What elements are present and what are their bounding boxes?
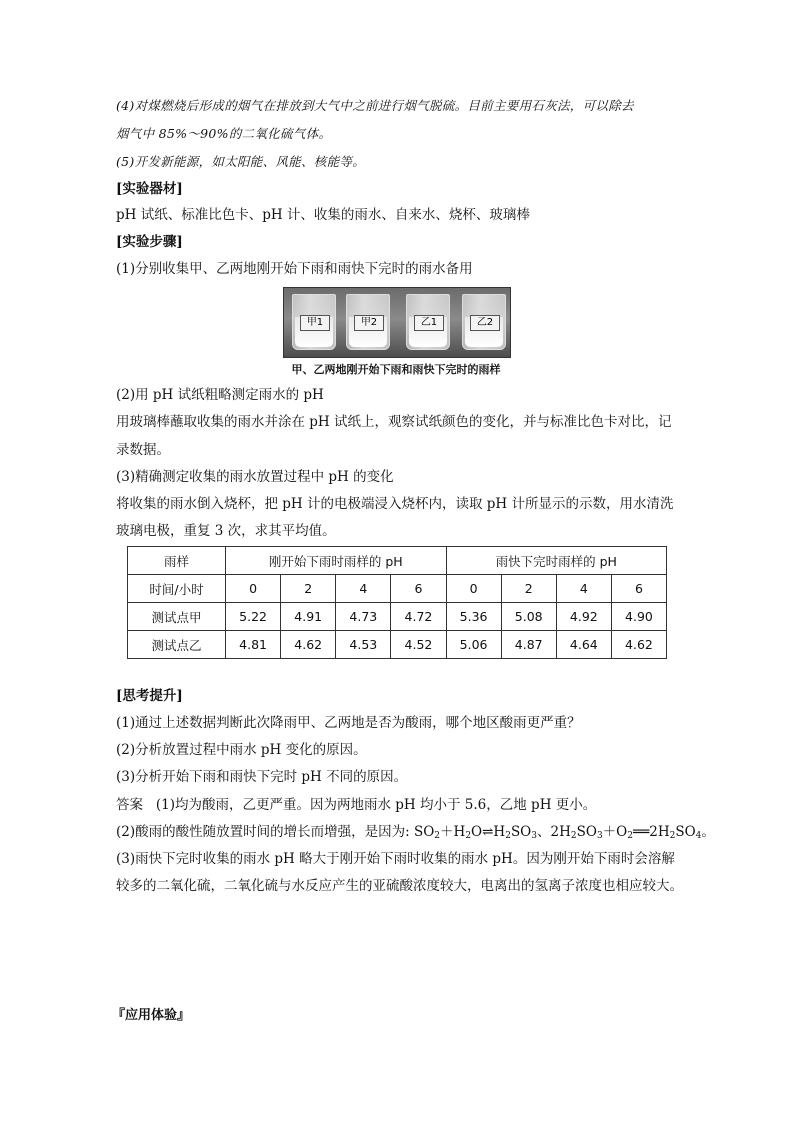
time-cell: 2 [501, 575, 556, 603]
ph-value: 5.06 [446, 631, 501, 659]
ph-value: 5.22 [226, 603, 281, 631]
step-2-text-1: 用玻璃棒蘸取收集的雨水并涂在 pH 试纸上，观察试纸颜色的变化，并与标准比色卡对比，记 [116, 414, 672, 430]
reaction-equation: $SO_2+H_2O\rightleftharpoons H_2SO_3$、$2H_2SO_3+O_2══2H_2SO_4$。 [413, 824, 715, 841]
step-3: (3)精确测定收集的雨水放置过程中 pH 的变化 [116, 469, 394, 485]
intro-line-2: 烟气中 85%～90%的二氧化硫气体。 [116, 126, 332, 141]
table-row [128, 603, 667, 631]
question-2: (2)分析放置过程中雨水 pH 变化的原因。 [116, 742, 367, 758]
steps-heading: [实验步骤] [116, 234, 183, 250]
answer-1: (1)均为酸雨，乙更严重。因为两地雨水 pH 均小于 5.6，乙地 pH 更小。 [155, 797, 597, 813]
ph-value: 4.52 [391, 631, 446, 659]
question-3: (3)分析开始下雨和雨快下完时 pH 不同的原因。 [116, 769, 408, 785]
time-cell: 4 [556, 575, 611, 603]
ph-value: 4.81 [226, 631, 281, 659]
thinking-heading: [思考提升] [116, 688, 183, 704]
question-1: (1)通过上述数据判断此次降雨甲、乙两地是否为酸雨，哪个地区酸雨更严重？ [116, 715, 581, 731]
answer-1-line [116, 795, 596, 815]
ph-value: 4.90 [611, 603, 666, 631]
row-label: 测试点乙 [128, 631, 226, 659]
time-cell: 2 [281, 575, 336, 603]
step-2-text-2: 录数据。 [116, 442, 170, 458]
ph-value: 4.62 [281, 631, 336, 659]
table-row [128, 631, 667, 659]
ph-value: 4.64 [556, 631, 611, 659]
beaker-label: 乙1 [414, 315, 444, 331]
photo-caption: 甲、乙两地刚开始下雨和雨快下完时的雨样 [291, 363, 501, 376]
ph-value: 5.36 [446, 603, 501, 631]
answer-label: 答案 [116, 797, 143, 813]
time-label: 时间/小时 [128, 575, 226, 603]
beaker-label: 乙2 [470, 315, 500, 331]
beakers-photo [283, 287, 511, 358]
beaker-jia2 [346, 294, 390, 350]
header-sample: 雨样 [128, 547, 226, 575]
beaker-jia1 [292, 294, 336, 350]
ph-value: 4.73 [336, 603, 391, 631]
section-title: 应用体验 [125, 1008, 178, 1023]
ph-value: 4.53 [336, 631, 391, 659]
time-cell: 4 [336, 575, 391, 603]
ph-value: 4.72 [391, 603, 446, 631]
ph-value: 4.87 [501, 631, 556, 659]
row-label: 测试点甲 [128, 603, 226, 631]
time-cell: 0 [446, 575, 501, 603]
step-2: (2)用 pH 试纸粗略测定雨水的 pH [116, 387, 324, 403]
answer-3-line-2: 较多的二氧化硫，二氧化硫与水反应产生的亚硫酸浓度较大，电离出的氢离子浓度也相应较大。 [116, 878, 683, 894]
answer-3-line-1: (3)雨快下完时收集的雨水 pH 略大于刚开始下雨时收集的雨水 pH。因为刚开始下雨时会溶解 [116, 851, 675, 867]
beaker-label: 甲2 [354, 315, 384, 331]
header-start-rain: 刚开始下雨时雨样的 pH [226, 547, 447, 575]
section-heading: 『应用体验』 [112, 1008, 191, 1023]
time-cell: 6 [391, 575, 446, 603]
ph-value: 5.08 [501, 603, 556, 631]
header-end-rain: 雨快下完时雨样的 pH [446, 547, 667, 575]
time-cell: 6 [611, 575, 666, 603]
answer-2-prefix: (2)酸雨的酸性随放置时间的增长而增强，是因为: [116, 824, 414, 840]
time-cell: 0 [226, 575, 281, 603]
beaker-yi1 [406, 294, 450, 350]
ph-value: 4.92 [556, 603, 611, 631]
beaker-label: 甲1 [300, 315, 330, 331]
intro-line-3: (5)开发新能源，如太阳能、风能、核能等。 [116, 154, 366, 169]
equipment-heading: [实验器材] [116, 181, 183, 197]
intro-line-1: (4)对煤燃烧后形成的烟气在排放到大气中之前进行烟气脱硫。目前主要用石灰法，可以除去 [116, 98, 634, 113]
ph-table [127, 546, 667, 659]
step-3-text-1: 将收集的雨水倒入烧杯，把 pH 计的电极端浸入烧杯内，读取 pH 计所显示的示数，用水清洗 [116, 496, 674, 512]
beaker-yi2 [462, 294, 506, 350]
equipment-text: pH 试纸、标准比色卡、pH 计、收集的雨水、自来水、烧杯、玻璃棒 [116, 207, 530, 223]
table-time-row [128, 575, 667, 603]
step-1: (1)分别收集甲、乙两地刚开始下雨和雨快下完时的雨水备用 [116, 261, 473, 277]
answer-2-line [116, 822, 715, 846]
ph-value: 4.91 [281, 603, 336, 631]
ph-value: 4.62 [611, 631, 666, 659]
table-header-row [128, 547, 667, 575]
step-3-text-2: 玻璃电极，重复 3 次，求其平均值。 [116, 523, 336, 539]
